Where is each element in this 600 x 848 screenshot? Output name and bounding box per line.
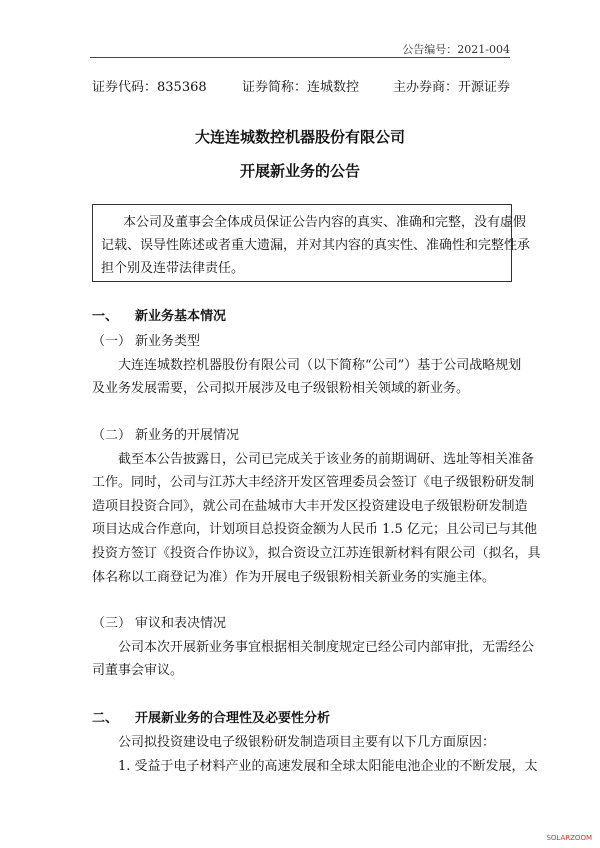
announcement-subject: 开展新业务的公告: [239, 162, 360, 180]
sub1-number: （一）: [92, 334, 132, 349]
stock-name: 证券简称：连城数控: [242, 80, 360, 95]
section1-heading: 新业务基本情况: [135, 309, 227, 324]
sponsor-broker: 主办券商：开源证券: [392, 80, 510, 95]
paragraph-line: 及业务发展需要，公司拟开展涉及电子级银粉相关领域的新业务。: [92, 381, 470, 396]
sub2-heading: 新业务的开展情况: [135, 428, 240, 443]
sub3-number: （三）: [92, 616, 132, 631]
company-title: 大连连城数控机器股份有限公司: [194, 128, 405, 146]
sub2-number: （二）: [92, 428, 132, 443]
paragraph-line: 公司拟投资建设电子级银粉研发制造项目主要有以下几方面原因：: [118, 735, 496, 750]
section2-number: 二、: [92, 711, 119, 726]
paragraph-line: 项目达成合作意向，计划项目总投资金额为人民币 1.5 亿元；且公司已与其他: [92, 522, 537, 537]
paragraph-line: 工作。同时，公司与江苏大丰经济开发区管理委员会签订《电子级银粉研发制: [92, 475, 535, 490]
board-guarantee-notice: [92, 204, 531, 282]
watermark: SOLARZOOM: [546, 834, 592, 842]
notice-line: 记载、误导性陈述或者重大遗漏，并对其内容的真实性、准确性和完整性承: [101, 238, 531, 253]
paragraph-line: 1. 受益于电子材料产业的高速发展和全球太阳能电池企业的不断发展，太: [118, 759, 538, 774]
notice-line: 担个别及连带法律责任。: [101, 261, 245, 276]
announcement-number: 公告编号：2021-004: [402, 43, 510, 56]
section2-heading: 开展新业务的合理性及必要性分析: [135, 711, 331, 726]
paragraph-line: 造项目投资合同》，就公司在盐城市大丰开发区投资建设电子级银粉研发制造: [92, 499, 528, 514]
notice-line: 本公司及董事会全体成员保证公告内容的真实、准确和完整，没有虚假: [123, 215, 527, 230]
section1-number: 一、: [92, 309, 119, 324]
sub1-heading: 新业务类型: [135, 334, 201, 349]
paragraph-line: 截至本公告披露日，公司已完成关于该业务的前期调研、选址等相关准备: [118, 452, 535, 467]
paragraph-line: 投资方签订《投资合作协议》，拟合资设立江苏连银新材料有限公司（拟名，具: [92, 546, 541, 561]
paragraph-line: 大连连城数控机器股份有限公司（以下简称“公司”）基于公司战略规划: [118, 358, 522, 373]
paragraph-line: 公司本次开展新业务事宜根据相关制度规定已经公司内部审批，无需经公: [118, 640, 535, 655]
paragraph-line: 体名称以工商登记为准）作为开展电子级银粉相关新业务的实施主体。: [92, 570, 496, 585]
header-divider: [90, 57, 510, 58]
sub3-heading: 审议和表决情况: [135, 616, 227, 631]
paragraph-line: 司董事会审议。: [92, 663, 184, 678]
stock-code: 证券代码：835368: [92, 80, 207, 95]
